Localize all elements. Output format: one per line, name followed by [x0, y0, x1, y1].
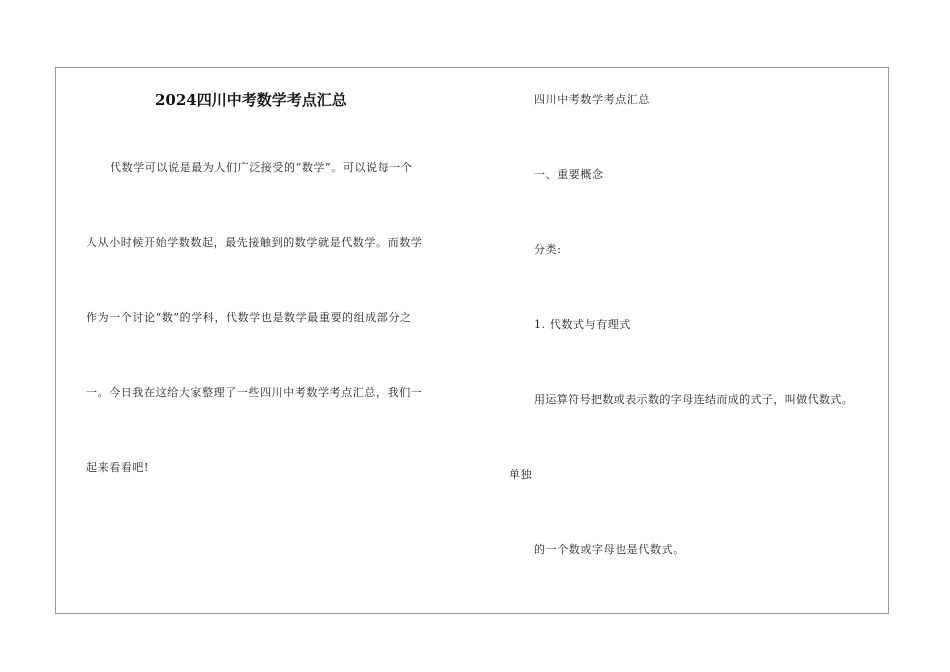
subsection-heading: 一、重要概念	[534, 168, 604, 181]
section-heading: 四川中考数学考点汇总	[534, 93, 650, 106]
left-paragraph-line: 一。今日我在这给大家整理了一些四川中考数学考点汇总，我们一	[86, 386, 423, 399]
left-paragraph-line: 作为一个讨论“数”的学科，代数学也是数学最重要的组成部分之	[86, 311, 412, 324]
definition-text: 用运算符号把数或表示数的字母连结而成的式子，叫做代数式。	[534, 393, 854, 406]
left-paragraph-line: 人从小时候开始学数数起，最先接触到的数学就是代数学。而数学	[86, 236, 423, 249]
page-frame	[55, 67, 889, 614]
list-item-heading: 1. 代数式与有理式	[534, 318, 631, 331]
left-paragraph-line: 起来看看吧!	[86, 461, 150, 474]
category-label: 分类:	[534, 243, 562, 256]
left-paragraph-line: 代数学可以说是最为人们广泛接受的“数学”。可以说每一个	[110, 161, 413, 174]
document-title: 2024四川中考数学考点汇总	[155, 91, 347, 109]
definition-text-fragment: 单独	[509, 468, 533, 481]
definition-text: 的一个数或字母也是代数式。	[534, 543, 685, 556]
